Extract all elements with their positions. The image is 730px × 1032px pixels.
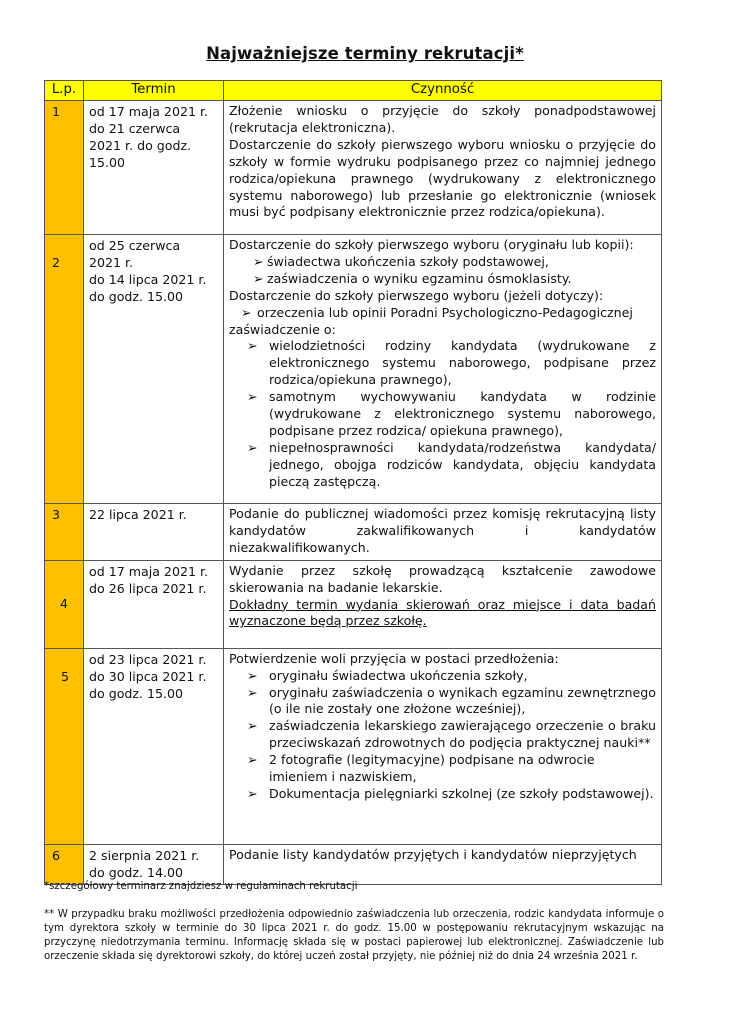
row-date: [84, 560, 224, 648]
action-text: Dostarczenie do szkoły pierwszego wyboru (oryginału lub kopii):: [229, 237, 634, 252]
row-action: [224, 504, 662, 561]
action-text: Podanie listy kandydatów przyjętych i kandydatów nieprzyjętych: [229, 846, 637, 862]
arrow-bullet-icon: ➢: [247, 785, 258, 801]
date-line: do 21 czerwca: [89, 120, 181, 136]
footnote-terminarz: *szczegółowy terminarz znajdziesz w regulaminach rekrutacji: [44, 881, 358, 892]
date-line: od 23 lipca 2021 r.: [89, 651, 207, 667]
date-line: 2021 r.: [89, 254, 134, 270]
date-line: od 25 czerwca: [89, 238, 181, 253]
list-item: ➢ świadectwa ukończenia szkoły podstawowej,: [253, 253, 549, 269]
row-number: 6: [45, 844, 84, 884]
action-text: Złożenie wniosku o przyjęcie do szkoły ponadpodstawowej (rekrutacja elektroniczna).: [229, 103, 656, 135]
list-item: ➢ niepełnosprawności kandydata/rodzeństwa kandydata/ jednego, obojga rodziców kandydata, objęciu kandydata pieczą zastępczą.: [247, 439, 656, 489]
list-item: ➢ oryginału zaświadczenia o wynikach egzaminu zewnętrznego (o ile nie zostały one złożone wcześniej),: [247, 684, 656, 717]
list-item: ➢ orzeczenia lub opinii Poradni Psychologiczno-Pedagogicznej: [241, 304, 633, 320]
row-action: [224, 844, 662, 884]
table-row: [45, 560, 662, 648]
row-action: [224, 101, 662, 235]
arrow-bullet-icon: ➢: [247, 718, 258, 734]
action-text: Potwierdzenie woli przyjęcia w postaci przedłożenia:: [229, 650, 559, 666]
row-number: 4: [45, 560, 84, 648]
row-date: [84, 101, 224, 235]
row-date: [84, 844, 224, 884]
row-date: [84, 504, 224, 561]
footnote-zaswiadczenie: ** W przypadku braku możliwości przedłożenia odpowiednio zaświadczenia lub orzeczenia, rodzic kandydata informuje o tym dyrektora szkoły w terminie do 30 lipca 2021 r. do godz. 15.00 w postępowaniu rekrutacyjnym wskazując na przyczynę niedotrzymania terminu. Informację składa się w postaci papierowej lub elektronicznej. Zaświadczenie lub orzeczenie składa się dyrektorowi szkoły, do której uczeń został przyjęty, nie później niż do dnia 24 września 2021 r.: [44, 909, 664, 962]
list-item: ➢ 2 fotografie (legitymacyjne) podpisane na odwrocie imieniem i nazwiskiem,: [247, 752, 595, 785]
arrow-bullet-icon: ➢: [253, 270, 264, 286]
arrow-bullet-icon: ➢: [247, 338, 258, 354]
date-line: 22 lipca 2021 r.: [89, 507, 187, 522]
date-line: do godz. 14.00: [89, 864, 184, 880]
date-line: do 30 lipca 2021 r.: [89, 668, 207, 684]
date-line: do 26 lipca 2021 r.: [89, 580, 207, 596]
arrow-bullet-icon: ➢: [241, 304, 252, 320]
arrow-bullet-icon: ➢: [247, 667, 258, 683]
list-item: ➢ Dokumentacja pielęgniarki szkolnej (ze szkoły podstawowej).: [247, 785, 654, 801]
action-text: Dostarczenie do szkoły pierwszego wyboru (jeżeli dotyczy):: [229, 287, 604, 303]
table-row: [45, 101, 662, 235]
date-line: 2 sierpnia 2021 r.: [89, 847, 200, 863]
row-number: 3: [45, 504, 84, 561]
schedule-table: [44, 80, 662, 885]
action-text: Wydanie przez szkołę prowadzącą kształcenie zawodowe skierowania na badanie lekarskie.: [229, 562, 656, 595]
list-item: ➢ zaświadczenia lekarskiego zawierającego orzeczenie o braku przeciwskazań zdrowotnych do podjęcia praktycznej nauki**: [247, 718, 656, 751]
table-row: [45, 844, 662, 884]
list-item: ➢ oryginału świadectwa ukończenia szkoły,: [247, 667, 528, 683]
header-lp: L.p.: [45, 81, 84, 101]
list-item: ➢ wielodzietności rodziny kandydata (wydrukowane z elektronicznego systemu naborowego, podpisane przez rodzica/opiekuna prawnego),: [247, 338, 656, 388]
arrow-bullet-icon: ➢: [247, 684, 258, 700]
row-number: 5: [45, 648, 84, 844]
action-text: Dostarczenie do szkoły pierwszego wyboru wniosku o przyjęcie do szkoły w formie wydruku podpisanego przez co najmniej jednego rodzica/opiekuna prawnego (wydrukowany z elektronicznego systemu naborowego) lub przesłanie go elektronicznie (wniosek musi być podpisany elektronicznie przez rodzica/opiekuna).: [229, 136, 656, 220]
row-action: [224, 235, 662, 504]
table-row: [45, 504, 662, 561]
row-number: 2: [45, 235, 84, 504]
row-date: [84, 235, 224, 504]
date-line: 15.00: [89, 154, 126, 170]
arrow-bullet-icon: ➢: [247, 752, 258, 768]
row-date: [84, 648, 224, 844]
arrow-bullet-icon: ➢: [247, 439, 258, 455]
row-action: [224, 648, 662, 844]
date-line: od 17 maja 2021 r.: [89, 104, 209, 119]
header-termin: Termin: [84, 81, 224, 101]
date-line: od 17 maja 2021 r.: [89, 563, 209, 579]
action-text: zaświadczenie o:: [229, 321, 336, 337]
list-item: ➢ samotnym wychowywaniu kandydata w rodzinie (wydrukowane z elektronicznego systemu naborowego, podpisane przez rodzica/ opiekuna prawnego),: [247, 389, 656, 438]
date-line: do godz. 15.00: [89, 685, 184, 701]
date-line: do godz. 15.00: [89, 288, 184, 304]
row-number: 1: [45, 101, 84, 235]
list-item: ➢ zaświadczenia o wyniku egzaminu ósmoklasisty.: [253, 270, 572, 286]
row-action: [224, 560, 662, 648]
arrow-bullet-icon: ➢: [247, 389, 258, 405]
date-line: do 14 lipca 2021 r.: [89, 271, 207, 287]
page-title: Najważniejsze terminy rekrutacji*: [206, 44, 524, 63]
action-text: Podanie do publicznej wiadomości przez komisję rekrutacyjną listy kandydatów zakwalifikowanych i kandydatów niezakwalifikowanych.: [229, 506, 656, 555]
table-header-row: [45, 81, 662, 101]
header-czynnosc: Czynność: [224, 81, 662, 101]
table-row: [45, 648, 662, 844]
arrow-bullet-icon: ➢: [253, 253, 264, 269]
underlined-note: Dokładny termin wydania skierowań oraz miejsce i data badań wyznaczone będą przez szkołę.: [229, 596, 656, 629]
date-line: 2021 r. do godz.: [89, 137, 192, 153]
table-row: [45, 235, 662, 504]
